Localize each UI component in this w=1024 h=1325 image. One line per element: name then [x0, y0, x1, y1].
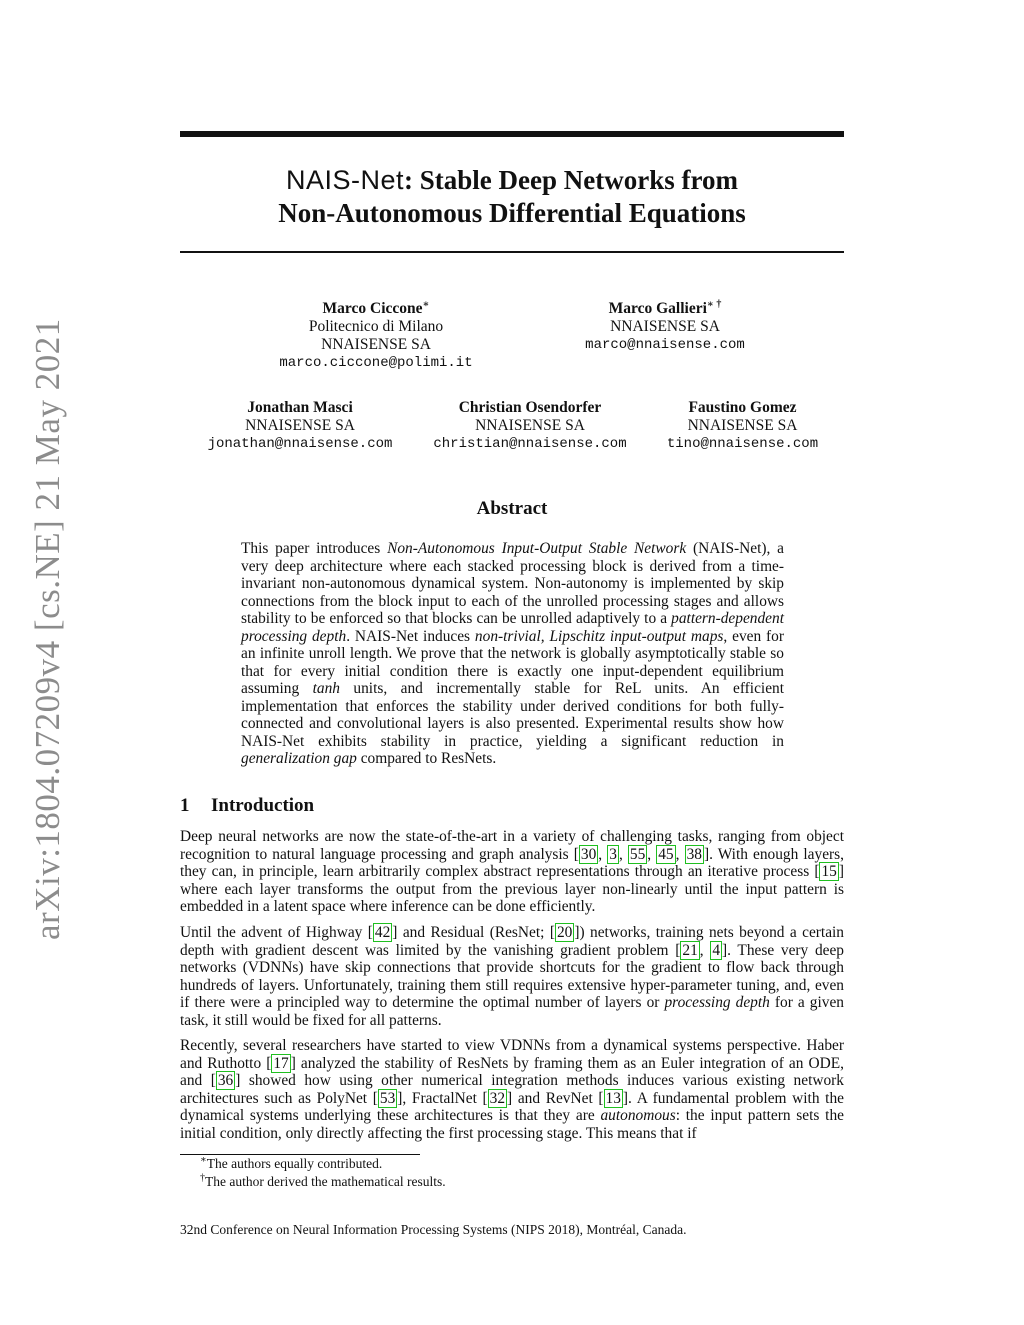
footnote-mark: ∗: [200, 1154, 207, 1166]
paragraph-text: ] showed how using other numerical integration methods induces various existing network architectures such as PolyNet [: [180, 1072, 844, 1107]
paragraph-text: : the input pattern sets the initial condition, only directly affecting the first processing stage. This means that if: [180, 1107, 844, 1142]
author-name: Faustino Gomez: [688, 399, 797, 416]
abstract-emphasis: generalization gap: [241, 750, 357, 767]
arxiv-identifier: arXiv:1804.07209v4 [cs.NE] 21 May 2021: [28, 318, 67, 940]
citation-link[interactable]: 21: [682, 941, 698, 959]
section-title: Introduction: [211, 795, 315, 816]
author-email[interactable]: tino@nnaisense.com: [666, 436, 819, 452]
citation-link[interactable]: 53: [379, 1089, 396, 1107]
paragraph-emphasis: processing depth: [664, 994, 770, 1012]
paragraph-text: Deep neural networks are now the state-of-the-art in a variety of challenging tasks, ranging from object recognition to natural language processing and graph analysis [: [180, 828, 844, 863]
abstract-text: (NAIS-Net), a very deep architecture where each stacked processing block is derived from a time-invariant non-autonomous dynamical system. Non-autonomy is implemented by skip connections from the block input to each of the unrolled processing stages and allows stability to be enforced so that blocks can be unrolled adaptively to a: [241, 540, 784, 627]
paragraph-text: ]) networks, training nets beyond a certain depth with gradient descent was limited by the vanishing gradient problem [: [180, 924, 845, 959]
abstract-body: [241, 540, 784, 768]
citation-link[interactable]: 36: [217, 1072, 234, 1090]
author-block-5: [655, 399, 830, 453]
paragraph-text: ]. With enough layers, they can, in principle, learn arbitrarily complex abstract representations through an iterative process [: [180, 845, 845, 881]
title-bottom-rule: [180, 251, 844, 253]
citation-link[interactable]: 42: [374, 924, 391, 941]
paragraph-text: Until the advent of Highway [: [180, 924, 373, 941]
abstract-text: This paper introduces: [241, 540, 388, 557]
citation-link[interactable]: 55: [629, 845, 646, 863]
paragraph-text: ]. A fundamental problem with the dynamical systems underlying these architectures is that they are: [180, 1089, 844, 1125]
conference-footer: 32nd Conference on Neural Information Processing Systems (NIPS 2018), Montréal, Canada.: [180, 1222, 687, 1237]
author-block-3: [195, 399, 405, 453]
citation-link[interactable]: 17: [273, 1054, 289, 1072]
citation-link[interactable]: 30: [580, 845, 597, 863]
citation-link[interactable]: 3: [609, 845, 617, 863]
intro-paragraph-1: Deep neural networks are now the state-of-the-art in a variety of challenging tasks, ranging from object recognition to natural language processing and graph analysis [ 30 , 3 , 55 , 45 , 38 ]. With enough layers, they can, in principle, learn arbitrarily complex abstract representations through an iterative process [ 15 ] where each layer transforms the output from the previous layer non-linearly until the input pattern is embedded in a latent space where inference can be done efficiently.: [180, 828, 845, 916]
author-affiliation: NNAISENSE SA: [610, 318, 720, 335]
footnote-rule: [180, 1154, 420, 1155]
footnote-text: The authors equally contributed.: [206, 1156, 383, 1171]
author-email[interactable]: marco.ciccone@polimi.it: [279, 355, 473, 371]
paragraph-text: for a given task, it still would be fixed for all patterns.: [180, 994, 845, 1029]
abstract-emphasis: Non-Autonomous Input-Output Stable Network: [387, 540, 687, 557]
citation-link[interactable]: 20: [556, 924, 573, 941]
section-number: 1: [180, 795, 190, 816]
author-block-1: [246, 300, 506, 372]
paragraph-emphasis: autonomous: [600, 1107, 676, 1125]
abstract-emphasis: non-trivial, Lipschitz input-output maps: [474, 627, 724, 645]
author-affiliation: Politecnico di Milano: [308, 318, 444, 335]
abstract-heading: Abstract: [476, 498, 548, 519]
footnote-text: The author derived the mathematical results.: [205, 1174, 446, 1189]
citation-link[interactable]: 38: [686, 845, 702, 863]
title-line1: : Stable Deep Networks from: [404, 165, 738, 195]
title-line2: Non-Autonomous Differential Equations: [278, 198, 746, 228]
footnote-2: [200, 1174, 446, 1190]
citation-link[interactable]: 13: [605, 1089, 621, 1107]
author-affiliation: NNAISENSE SA: [321, 336, 431, 353]
abstract-text: , even for an infinite unroll length. We prove that the network is globally asymptotically stable so that for every initial condition there is exactly one input-dependent equilibrium assuming: [241, 627, 784, 697]
title-top-rule: [180, 131, 844, 137]
abstract-math: tanh: [312, 680, 340, 697]
footnote-1: [200, 1156, 382, 1172]
author-block-2: [545, 300, 785, 354]
title-prefix: NAIS-Net: [286, 165, 405, 195]
citation-link[interactable]: 32: [489, 1089, 506, 1107]
citation-link[interactable]: 45: [658, 845, 674, 863]
author-affiliation: NNAISENSE SA: [687, 417, 798, 434]
author-affiliation: NNAISENSE SA: [245, 417, 355, 434]
paragraph-text: ] and RevNet [: [507, 1089, 604, 1107]
author-mark: ∗ †: [706, 298, 722, 310]
paragraph-text: ] and Residual (ResNet; [: [392, 924, 555, 941]
paragraph-text: ], FractalNet [: [397, 1089, 488, 1107]
citation-link[interactable]: 15: [821, 863, 837, 881]
intro-paragraph-2: Until the advent of Highway [ 42 ] and Residual (ResNet; [ 20 ]) networks, training nets beyond a certain depth with gradient descent was limited by the vanishing gradient problem [ 21 , 4 ]. These very deep networks (VDNNs) have skip connections that provide shortcuts for the gradient to flow back through hundreds of layers. Unfortunately, training them still requires extensive hyper-parameter tuning, and, even if there were a principled way to determine the optimal number of layers or processing depth for a given task, it still would be fixed for all patterns.: [180, 924, 845, 1029]
abstract-text: compared to ResNets.: [356, 750, 497, 767]
author-block-4: [420, 399, 640, 453]
author-affiliation: NNAISENSE SA: [475, 417, 585, 434]
author-email[interactable]: marco@nnaisense.com: [585, 337, 745, 353]
author-name: Christian Osendorfer: [458, 399, 602, 416]
paragraph-text: ] analyzed the stability of ResNets by framing them as an Euler integration of an ODE, and [: [180, 1054, 844, 1090]
paragraph-text: Recently, several researchers have started to view VDNNs from a dynamical systems perspective. Haber and Ruthotto [: [180, 1037, 844, 1072]
author-name: Marco Gallieri∗ †: [608, 298, 722, 317]
footnote-mark: †: [200, 1172, 205, 1184]
paragraph-text: ]. These very deep networks (VDNNs) have skip connections that provide shortcuts for the gradient to flow back through hundreds of layers. Unfortunately, training them still requires extensive hyper-parameter tuning, and, even if there were a principled way to determine the optimal number of layers or: [180, 941, 845, 1012]
author-email[interactable]: christian@nnaisense.com: [433, 436, 627, 452]
abstract-text: units, and incrementally stable for ReL units. An efficient implementation that enforces the stability under derived conditions for both fully-connected and convolutional layers is also presented. Experimental results show how NAIS-Net exhibits stability in practice, yielding a significant reduction in: [241, 680, 784, 750]
author-name: Jonathan Masci: [247, 399, 353, 416]
abstract-emphasis: pattern-dependent processing depth: [241, 610, 784, 645]
paragraph-text: ] where each layer transforms the output from the previous layer non-linearly until the input pattern is embedded in a latent space where inference can be done efficiently.: [180, 863, 844, 916]
abstract-text: . NAIS-Net induces: [346, 627, 475, 645]
citation-link[interactable]: 4: [712, 941, 721, 959]
section-heading: [180, 795, 314, 817]
intro-paragraph-3: [180, 1037, 844, 1143]
paper-title: [180, 164, 844, 230]
author-email[interactable]: jonathan@nnaisense.com: [207, 436, 393, 452]
author-mark: ∗: [422, 298, 430, 310]
author-name: Marco Ciccone∗: [322, 298, 430, 317]
